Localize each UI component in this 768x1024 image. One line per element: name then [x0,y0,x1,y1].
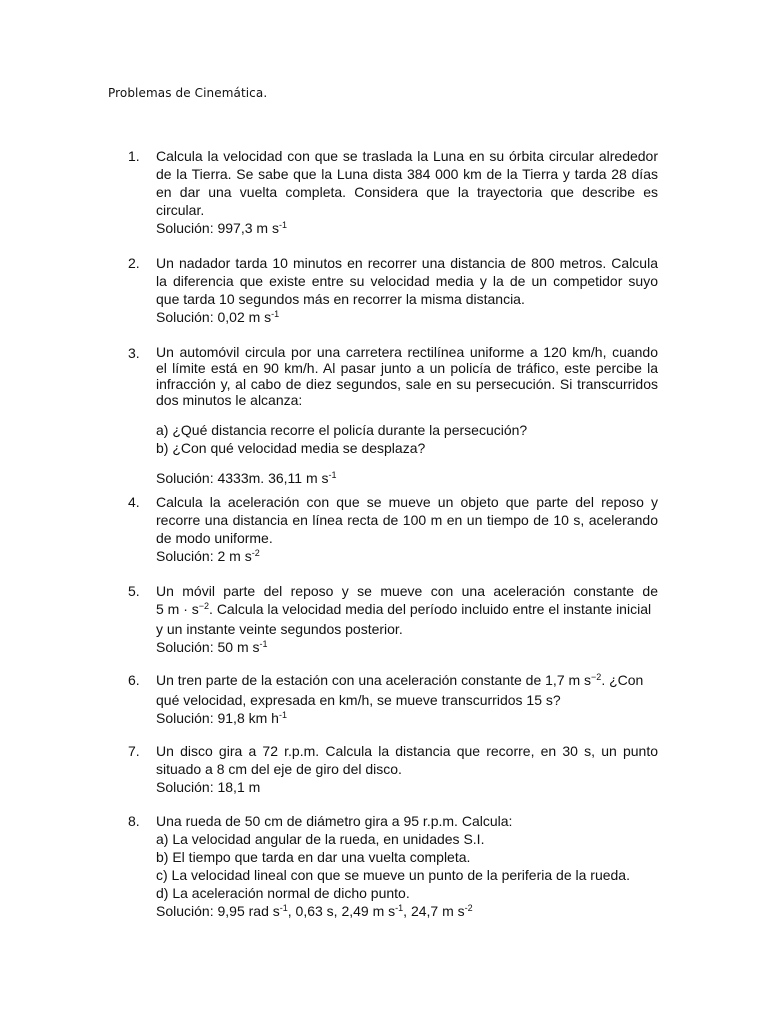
problem-number: 5. [128,583,140,599]
problem-text-fragment: 5 m · s [156,601,199,617]
solution [156,547,658,567]
subitem-c: c) La velocidad lineal con que se mueve un punto de la periferia de la rueda. [156,867,630,883]
subitem-a: a) La velocidad angular de la rueda, en unidades S.I. [156,831,485,847]
problem-text-line: de modo uniforme. [156,530,273,546]
solution-text: Solución: 4333m. 36,11 m s [156,470,329,486]
solution-exponent: -2 [464,903,473,913]
problem-number: 4. [128,494,140,510]
solution [156,709,658,729]
problem-text-line: Calcula la aceleración con que se mueve un objeto que parte del reposo y [156,494,658,510]
solution-text: Solución: 997,3 m s [156,220,279,236]
problem-text-line: situado a 8 cm del eje de giro del disco. [156,761,402,777]
problem-number: 7. [128,743,140,759]
problem-text-line: que tarda 10 segundos más en recorrer la misma distancia. [156,291,525,307]
solution-text: Solución: 50 m s [156,639,260,655]
solution [156,469,658,489]
problem-text-line: dos minutos le alcanza: [156,392,303,408]
problem-text-fragment: Un tren parte de la estación con una aceleración constante de 1,7 m s [156,672,592,688]
solution-exponent: -1 [328,470,337,480]
problem-text-fragment: . ¿Con [601,672,644,688]
solution [156,308,658,328]
problem-text-line: Un nadador tarda 10 minutos en recorrer una distancia de 800 metros. Calcula [156,255,658,271]
problem-number: 2. [128,255,140,271]
solution-text: , 24,7 m s [403,903,465,919]
problem-text-line: recorre una distancia en línea recta de 100 m en un tiempo de 10 s, acelerando [156,512,658,528]
problem-text-line [156,671,658,691]
subitem-b: b) El tiempo que tarda en dar una vuelta completa. [156,849,471,865]
problem-text-line: y un instante veinte segundos posterior. [156,621,403,637]
solution-text: , 0,63 s, 2,49 m s [287,903,396,919]
problem-text-line: Un automóvil circula por una carretera rectilínea uniforme a 120 km/h, cuando [156,344,658,360]
problem-text-line: infracción y, al cabo de diez segundos, sale en su persecución. Si transcurridos [156,376,658,392]
solution-exponent: -1 [279,903,288,913]
solution-exponent: -1 [259,639,268,649]
problem-number: 6. [128,672,140,688]
problem-text-line: de la Tierra. Se sabe que la Luna dista 384 000 km de la Tierra y tarda 28 días [156,166,658,182]
problem-number: 3. [128,345,140,361]
solution-text: Solución: 91,8 km h [156,710,279,726]
subitem-a: a) ¿Qué distancia recorre el policía durante la persecución? [156,422,528,438]
solution [156,638,658,658]
problem-text-line: el límite está en 90 km/h. Al pasar junto a un policía de tráfico, este percibe la [156,360,658,376]
problem-number: 1. [128,148,140,164]
problem-text-line: en dar una vuelta completa. Considera que la trayectoria que describe es [156,184,658,200]
problem-text-line: Una rueda de 50 cm de diámetro gira a 95 r.p.m. Calcula: [156,813,513,829]
solution [156,219,658,239]
problem-text-line: qué velocidad, expresada en km/h, se mueve transcurridos 15 s? [156,692,561,708]
solution-text: Solución: 0,02 m s [156,309,272,325]
solution-text: Solución: 18,1 m [156,779,261,795]
exponent: −2 [591,672,602,682]
solution-exponent: -1 [278,220,287,230]
problem-text-line: Calcula la velocidad con que se traslada la Luna en su órbita circular alrededor [156,148,658,164]
page-title: Problemas de Cinemática. [108,86,268,100]
problem-text-line: la diferencia que existe entre su velocidad media y la de un competidor suyo [156,273,658,289]
problem-number: 8. [128,813,140,829]
problem-text-fragment: . Calcula la velocidad media del período incluido entre el instante inicial [209,601,652,617]
solution-exponent: -1 [278,710,287,720]
problem-text-line [156,600,658,620]
problem-text-line: circular. [156,202,205,218]
solution-exponent: -1 [271,309,280,319]
exponent: −2 [198,601,210,611]
solution-exponent: -2 [251,548,260,558]
problem-text-line: Un disco gira a 72 r.p.m. Calcula la distancia que recorre, en 30 s, un punto [156,743,658,759]
solution-text: Solución: 2 m s [156,548,252,564]
problem-text-line: Un móvil parte del reposo y se mueve con una aceleración constante de [156,583,658,599]
solution-text: Solución: 9,95 rad s [156,903,280,919]
subitem-b: b) ¿Con qué velocidad media se desplaza? [156,440,426,456]
subitem-d: d) La aceleración normal de dicho punto. [156,885,410,901]
solution [156,902,658,922]
solution [156,778,658,798]
solution-exponent: -1 [395,903,404,913]
